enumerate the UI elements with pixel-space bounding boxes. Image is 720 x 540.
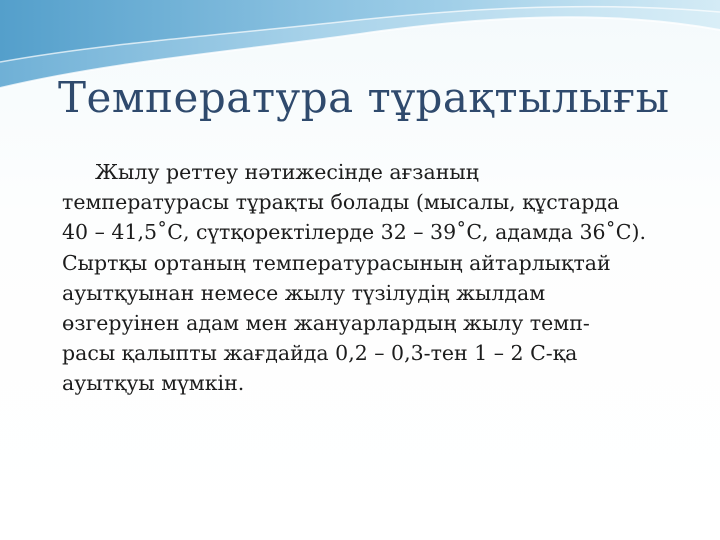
paragraph-line: ауытқуынан немесе жылу түзілудің жылдам: [62, 280, 546, 305]
paragraph-line: температурасы тұрақты болады (мысалы, құстарда: [62, 190, 620, 215]
paragraph-line: 40 – 41,5˚С, сүтқоректілерде 32 – 39˚С, адамда 36˚С).: [62, 220, 646, 245]
paragraph-line: расы қалыпты жағдайда 0,2 – 0,3-тен 1 – 2 С-қа: [62, 341, 578, 366]
paragraph-line: Жылу реттеу нәтижесінде ағзаның: [95, 160, 479, 184]
slide-title: Температура тұрақтылығы: [58, 73, 670, 122]
slide-body-paragraph: [62, 157, 702, 399]
paragraph-line: ауытқуы мүмкін.: [62, 371, 245, 396]
paragraph-line: өзгеруінен адам мен жануарлардың жылу темп-: [62, 311, 590, 336]
paragraph-line: Сыртқы ортаның температурасының айтарлықтай: [62, 250, 611, 275]
